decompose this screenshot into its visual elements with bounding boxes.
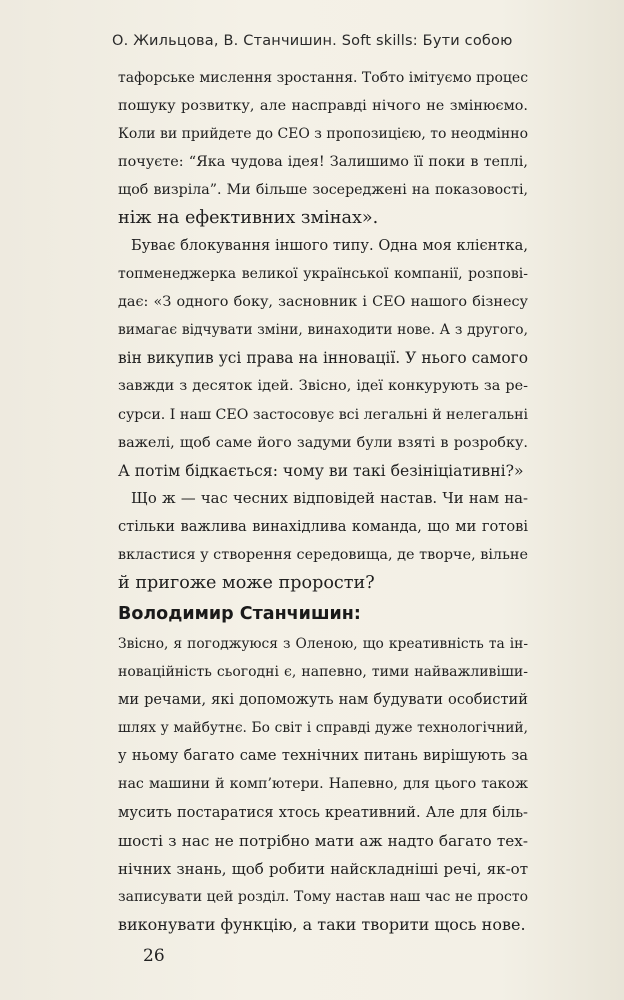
text-line: топменеджерка великої української компанії, розпові- <box>118 266 528 283</box>
text-line: почуєте: “Яка чудова ідея! Залишимо її поки в теплі, <box>118 154 528 171</box>
text-line: Буває блокування іншого типу. Одна моя клієнтка, <box>131 237 528 254</box>
page-number: 26 <box>143 946 165 966</box>
text-line: й пригоже може прорости? <box>118 573 375 594</box>
text-line: він викупив усі права на інновації. У нього самого <box>118 349 528 368</box>
text-line: нас машини й комп’ютери. Напевно, для цього також <box>118 776 528 793</box>
text-line: тафорське мислення зростання. Тобто імітуємо процес <box>118 70 529 86</box>
text-line: Що ж — час чесних відповідей настав. Чи нам на- <box>131 490 528 507</box>
text-line: дає: «З одного боку, засновник і СЕО нашого бізнесу <box>118 294 528 311</box>
paragraph-question <box>118 485 528 597</box>
text-line: сурси. І наш СЕО застосовує всі легальні й нелегальні <box>118 406 529 423</box>
running-header: О. Жильцова, В. Станчишин. Soft skills: Бути собою <box>112 33 513 49</box>
text-line: завжди з десяток ідей. Звісно, ідеї конкурують за ре- <box>118 378 528 395</box>
text-line: стільки важлива винахідлива команда, що ми готові <box>118 518 528 536</box>
paragraph-client-story <box>118 232 528 485</box>
speaker-heading: Володимир Станчишин: <box>118 604 361 624</box>
text-line: записувати цей розділ. Тому настав наш час не просто <box>118 888 528 905</box>
text-line: новаційність сьогодні є, напевно, тими найважливіши- <box>118 664 528 681</box>
text-line: мусить постаратися хтось креативний. Але для біль- <box>118 803 528 821</box>
paragraph-speaker-answer <box>118 630 528 939</box>
text-line: шості з нас не потрібно мати аж надто багато тех- <box>118 831 528 850</box>
paragraph-continuation <box>118 64 528 233</box>
text-line: вимагає відчувати зміни, винаходити нове. А з другого, <box>118 322 528 339</box>
text-line: вкластися у створення середовища, де творче, вільне <box>118 547 529 564</box>
text-line: ніж на ефективних змінах». <box>118 208 379 229</box>
text-line: Звісно, я погоджуюся з Оленою, що креативність та ін- <box>118 636 528 652</box>
text-line: виконувати функцію, а таки творити щось нове. <box>118 914 526 934</box>
text-line: пошуку розвитку, але насправді нічого не змінюємо. <box>118 98 528 115</box>
text-line: Коли ви прийдете до СЕО з пропозицією, то неодмінно <box>118 126 528 143</box>
text-line: щоб визріла”. Ми більше зосереджені на показовості, <box>118 182 528 199</box>
text-line: важелі, щоб саме його задуми були взяті в розробку. <box>118 434 528 451</box>
text-line: нічних знань, щоб робити найскладніші речі, як-от <box>118 859 528 878</box>
text-line: ми речами, які допоможуть нам будувати особистий <box>118 691 528 709</box>
text-line: у ньому багато саме технічних питань вирішують за <box>118 747 528 765</box>
text-line: А потім бідкається: чому ви такі безініціативні?» <box>118 461 524 480</box>
text-line: шлях у майбутнє. Бо світ і справді дуже технологічний, <box>118 720 528 737</box>
